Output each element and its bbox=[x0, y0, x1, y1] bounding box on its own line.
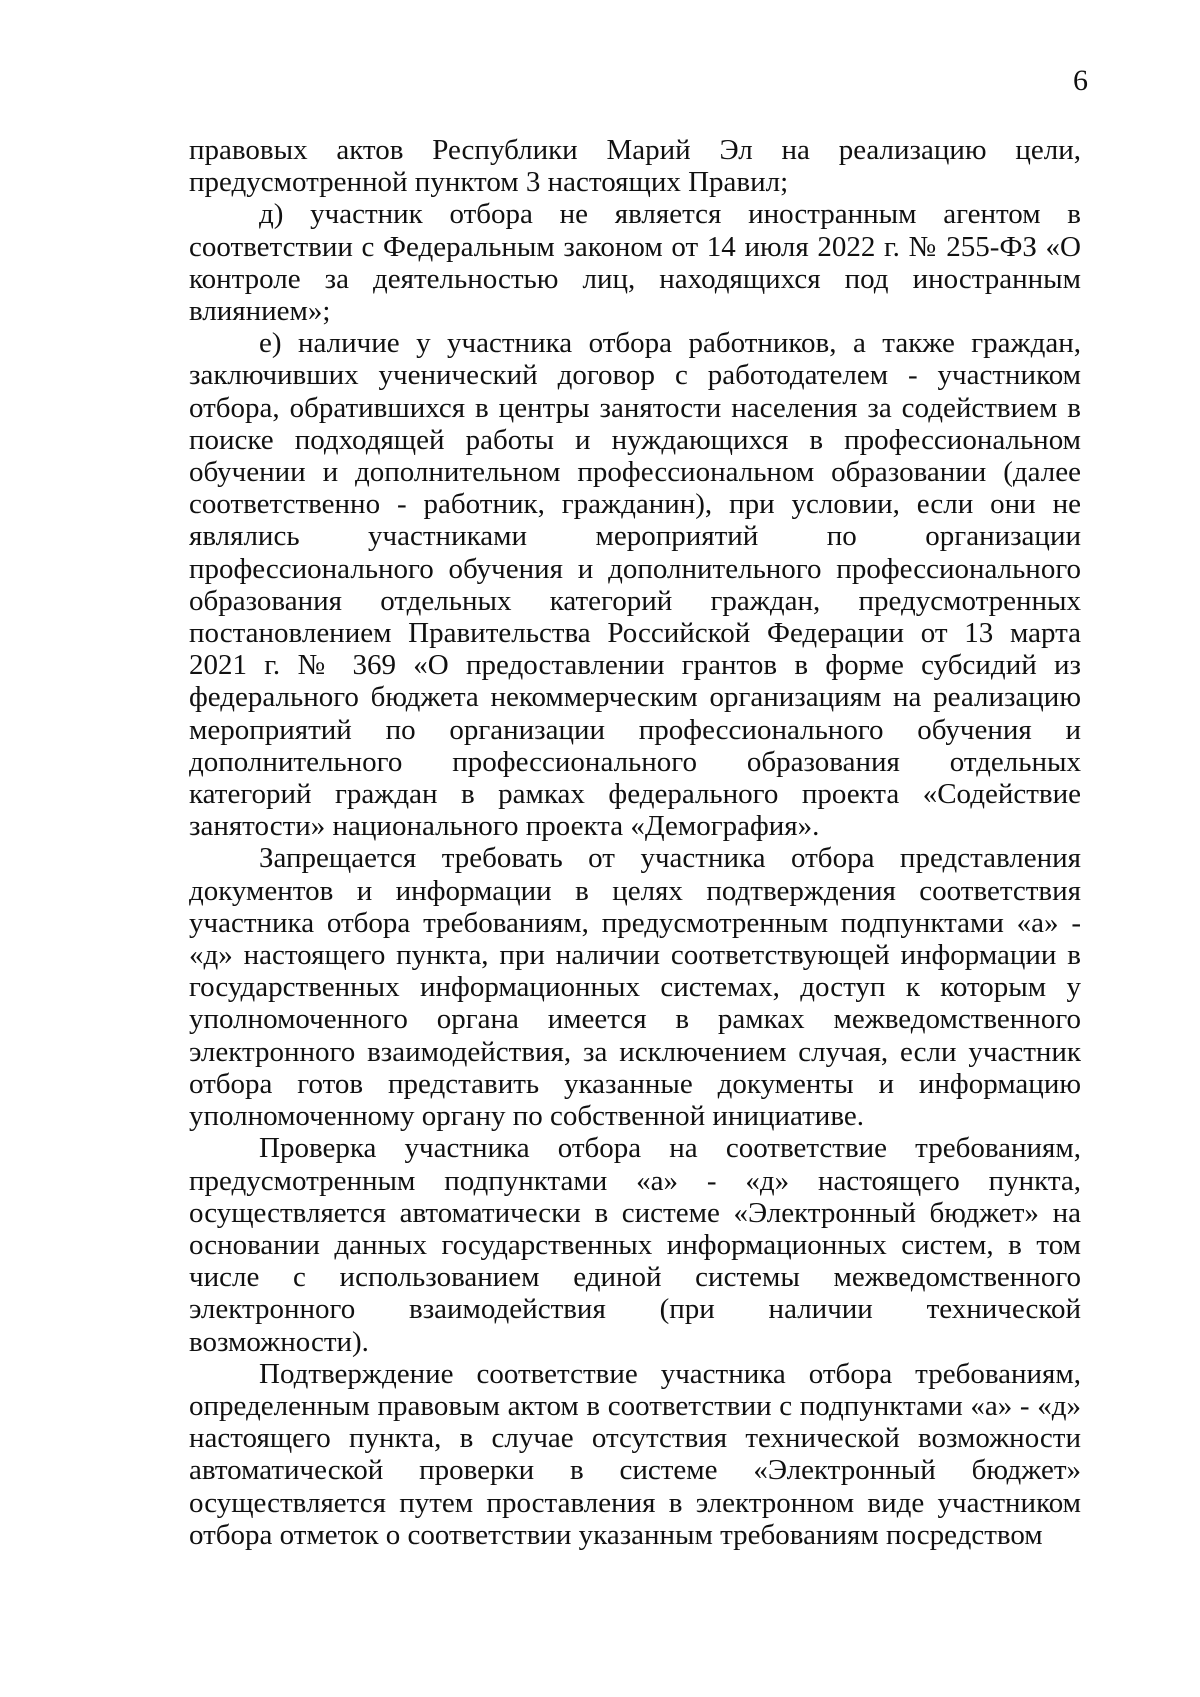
paragraph-item-d: д) участник отбора не является иностранным агентом в соответствии с Федеральным законом от 14 июля 2022 г. № 255-ФЗ «О контроле за деятельностью лиц, находящихся под иностранным влиянием»; bbox=[189, 198, 1081, 328]
page-number: 6 bbox=[1073, 64, 1088, 97]
paragraph-item-e: е) наличие у участника отбора работников, а также граждан, заключивших ученический договор с работодателем - участником отбора, обратившихся в центры занятости населения за содействием в поиске подходящей работы и нуждающихся в профессиональном обучении и дополнительном профессиональном образовании (далее соответственно - работник, гражданин), при условии, если они не являлись участниками мероприятий по организации профессионального обучения и дополнительного профессионального образования отдельных категорий граждан, предусмотренных постановлением Правительства Российской Федерации от 13 марта 2021 г. № 369 «О предоставлении грантов в форме субсидий из федерального бюджета некоммерческим организациям на реализацию мероприятий по организации профессионального обучения и дополнительного профессионального образования отдельных категорий граждан в рамках федерального проекта «Содействие занятости» национального проекта «Демография». bbox=[189, 327, 1081, 843]
paragraph-continuation: правовых актов Республики Марий Эл на реализацию цели, предусмотренной пунктом 3 настоящих Правил; bbox=[189, 134, 1081, 199]
paragraph-prohibition: Запрещается требовать от участника отбора представления документов и информации в целях подтверждения соответствия участника отбора требованиям, предусмотренным подпунктами «а» - «д» настоящего пункта, при наличии соответствующей информации в государственных информационных системах, доступ к которым у уполномоченного органа имеется в рамках межведомственного электронного взаимодействия, за исключением случая, если участник отбора готов представить указанные документы и информацию уполномоченному органу по собственной инициативе. bbox=[189, 842, 1081, 1133]
document-body bbox=[189, 134, 1081, 1551]
paragraph-confirmation: Подтверждение соответствие участника отбора требованиям, определенным правовым актом в соответствии с подпунктами «а» - «д» настоящего пункта, в случае отсутствия технической возможности автоматической проверки в системе «Электронный бюджет» осуществляется путем проставления в электронном виде участником отбора отметок о соответствии указанным требованиям посредством bbox=[189, 1357, 1081, 1551]
paragraph-verification: Проверка участника отбора на соответствие требованиям, предусмотренным подпунктами «а» - «д» настоящего пункта, осуществляется автоматически в системе «Электронный бюджет» на основании данных государственных информационных систем, в том числе с использованием единой системы межведомственного электронного взаимодействия (при наличии технической возможности). bbox=[189, 1132, 1081, 1358]
